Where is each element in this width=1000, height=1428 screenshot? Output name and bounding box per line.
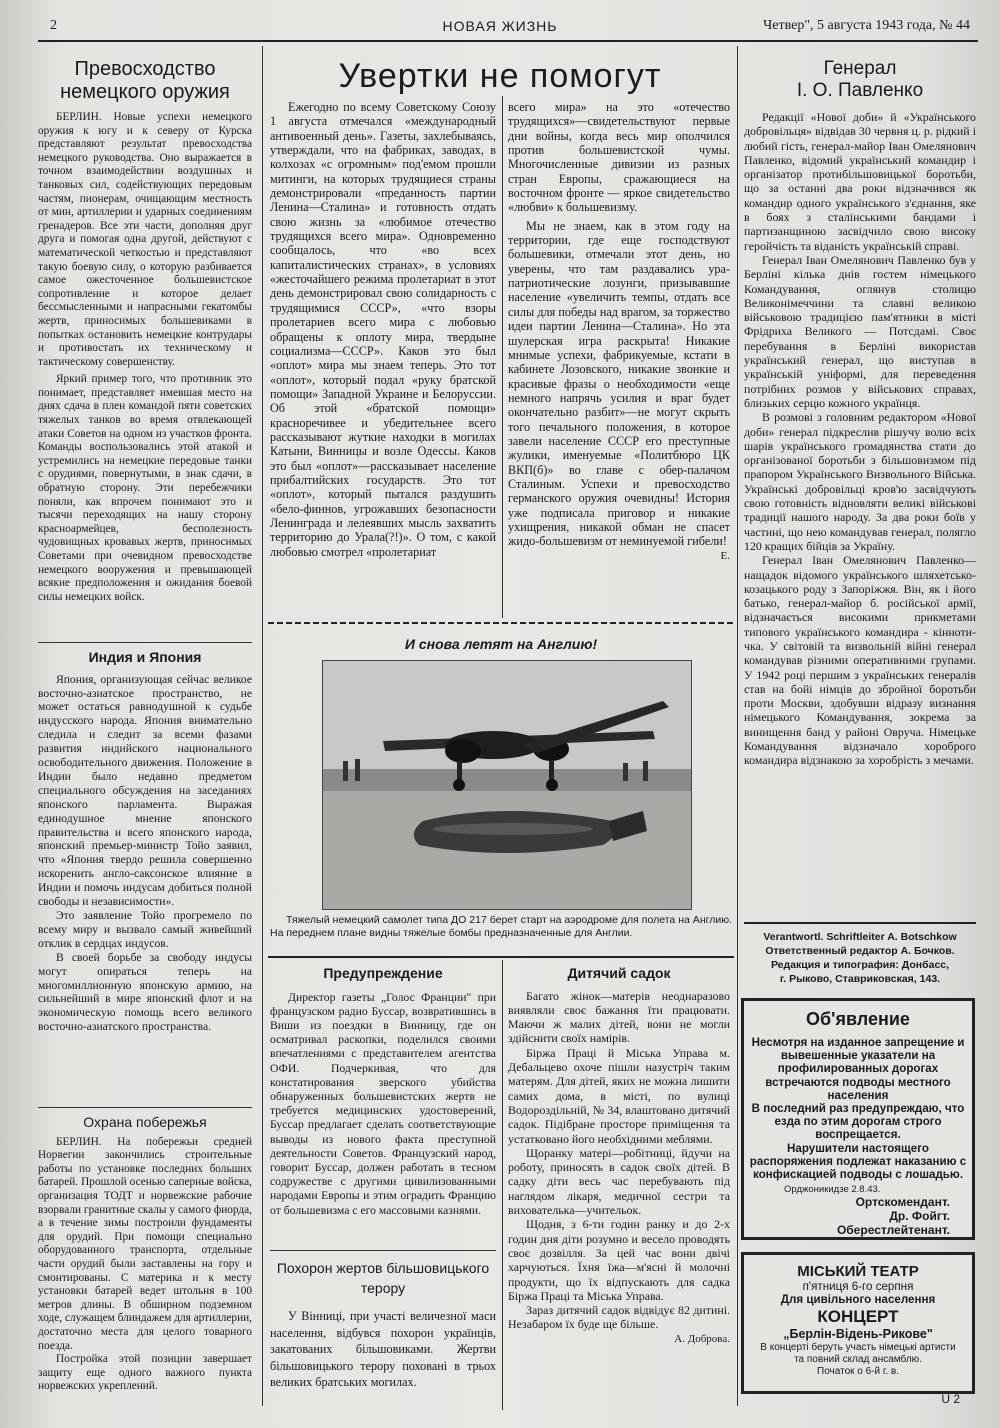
article-title: Охрана побережья: [83, 1114, 207, 1130]
announcement-place-date: Орджоникидзе 2.8.43.: [784, 1184, 881, 1196]
signature-line: Др. Фойгт.: [889, 1209, 950, 1224]
article-title: Индия и Япония: [88, 649, 202, 665]
article-warning: [270, 966, 496, 1218]
paragraph: Редакції «Нової доби» й «Українського добровільця» відвідав 30 червня ц. р. рідкий і любий гість, генерал-майор Іван Омелянович Павленко, відомий український командир і організатор протибільшовицької боротьби, що за останні два роки відзначився як командир одного українського з'єднання, яке в боях з сталінськими бандами і партизанщиною засвідчило свою високу геройчість та віданість українській справі.: [744, 110, 976, 253]
paragraph: Щоранку матері—робітниці, йдучи на роботу, приносять в садок своїх дітей. В садку діти весь час перебувають під наглядом лікаря, медичної сестри та вихователька—учительок.: [508, 1145, 730, 1218]
announcement-signature: [744, 1195, 972, 1237]
rule: [268, 956, 734, 958]
theatre-concert: КОНЦЕРТ: [817, 1307, 899, 1327]
article-excuses-col1: [270, 100, 496, 559]
divider: [38, 1107, 252, 1108]
column-divider: [262, 46, 263, 1406]
photo-title: И снова летят на Англию!: [404, 636, 598, 652]
article-kindergarten: [508, 966, 730, 1346]
rule: [744, 922, 976, 924]
paragraph: Это заявление Тойо прогремело по всему миру и вызвало самый живейший отклик в сердцах индусов.: [38, 909, 252, 950]
article-title-line2: І. О. Павленко: [796, 80, 924, 101]
theatre-box: [741, 1252, 975, 1394]
paragraph: Біржа Праці й Міська Управа м. Дебальцево охоче пішли назустріч таким матерям. Для дітей, яких не можна лишити самих дома, в місті, по вулиці Водороздільній, № 34, влаштовано дитячий садок. Підібране просторе приміщення та устатковано його необхідними меблями.: [508, 1045, 730, 1146]
paragraph: Постройка этой позиции завершает защиту еще одного важного пункта норвежских укреплений.: [38, 1353, 252, 1393]
paragraph: В своей борьбе за свободу индусы могут опираться теперь на многомиллионную японскую армию, на сильнейший в мире японский флот и на экономическую помощь всего великого восточно-азиатского пространства.: [38, 950, 252, 1034]
article-coast-guard: [38, 1115, 252, 1394]
header-rule: [38, 40, 978, 42]
article-title: Предупреждение: [323, 965, 443, 981]
article-title: Превосходство немецкого оружия: [60, 58, 230, 103]
paragraph: Директор газеты „Голос Франции" при французском радио Буссар, возвратившись в Виши из поездки в Винницу, где он осматривал раскопки, поделился своими впечатлениями с представителем агентства ОФИ. Подчеркивая, что для констатирования зверского убийства обнаруженных большевистских жертв не требуется медицинских удостоверений, Буссар предлагает сделать соответствующие выводы из нового факта преступной деятельности Советов. Французский народ, говорит Буссар, должен работать в тесном содружестве с другими цивилизованными народами Европы и этим оградить Францию от большевизма с его массовыми казнями.: [270, 990, 496, 1217]
paragraph: Мы не знаем, как в этом году на территории, где еще господствуют большевики, отмечали этот день, но уверены, что там раздавались ура-патриотические лозунги, призывавшие население «увеличить темпы, отдать все силы для победы над врагом, за торжество идеи партии Ленина—Сталина». Но эта шулерская игра раскрыта! Никакие мнимые успехи, фабрикуемые, кстати в кабинете Лозовского, никакие звонкие и красивые фразы о необходимости «еще немного напрячь усилия и враг будет окончательно разбит»—не могут скрыть того печального положения, в которое завели население СССР его преступные жулики, именуемые «Политбюро ЦК ВКП(б)» во главе с обер-палачом Сталиным. Успехи и превосходство германского оружия очевидны! История уже подписала приговор и никакие ухищрения, никакой обман не спасет жидо-большевизм от неминуемой гибели!: [508, 218, 730, 549]
paragraph: БЕРЛИН. На побережьи средней Норвегии закончились строительные работы по установке последних больших батарей. Прошлой осенью саперные войска, организация ТОДТ и норвежские рабочие взорвали гранитные скалы у самого фиорда, а в течение зимы построили фундаменты для орудий. При помощи специально оборудованного транспорта, отдельные части орудий были заставлены на гору и смонтированы. С материка и к месту установки батарей ведет штольня в 100 метров длины. В обширном подземном ходе, служащем блиндажем для артиллерии, достаточно места для целого товарного поезда.: [38, 1135, 252, 1352]
page-number: 2: [50, 18, 57, 33]
paragraph: В розмові з головним редактором «Нової доби» генерал підкреслив рішучу волю всіх шарів українського громадянства стати до організованої боротьби з більшовизмом під прапором Українського Визвольного Війська. Українські добровільці кров'ю засвідчують свою готовність відновляти великі військові традиції нашого народу. За два роки боїв у частині, що нею командував генерал, полягло 120 кращих бійців за Україну.: [744, 410, 976, 553]
signature: А. Доброва.: [674, 1332, 730, 1345]
photo-caption: Тяжелый немецкий самолет типа ДО 217 берет старт на аэродроме для полета на Англию. На переднем плане видны тяжелые бомбы предназначенные для Англии.: [270, 914, 732, 939]
article-title: Дитячий садок: [567, 965, 671, 981]
issue-date: Четвер", 5 августа 1943 года, № 44: [763, 18, 970, 33]
paragraph: Щодня, з 6-ти годин ранку и до 2-х годин дня діти розумно и весело проводять своє дозвілля. За цей час вони двічі харчуються. Їхня їжа—м'ясні й молочні продукти, що їх відпускають для садка Біржа Праці та Міська Управа.: [508, 1217, 730, 1303]
paragraph: всего мира» на это «отечество трудящихся»—свидетельствуют первые дни войны, когда весь мир ополчился против большевистской чумы. Многочисленные дивизии из разных стран Европы, сражающиеся на восточном фронте — яркое свидетельство «любви» к большевизму.: [508, 100, 730, 215]
paragraph: Япония, организующая сейчас великое восточно-азиатское пространство, не может остаться равнодушной к судьбе индусского народа. Япония внимательно следила и следит за всеми фазами развития индийского национального освободительного движения. Положение в Индии было недавно предметом специального обсуждения на заседаниях японского парламента. Выражая единодушное мнение японского правительства и всего японского народа, японский премьер-министр Тойо заявил, что «Япония твердо решила совершенно искоренить англо-саксонское влияние в Индии и помочь индусам добиться полной свободы и независимости».: [38, 672, 252, 909]
divider: [270, 1250, 496, 1251]
paragraph: Генерал Іван Омелянович Павленко був у Берліні кілька днів гостем німецького Командування, оглянув столицю Великонімеччини та славні великою військовою традицією пам'ятники в місті Фрідриха Великого — Потсдамі. Своє перебування в Берліні використав український генерал, що виступав в українській уніформі, для переведення потрібних розмов у військових справах, близьких серцю кожного українця.: [744, 252, 976, 410]
article-title: Похорон жертов більшовицького терору: [276, 1260, 490, 1296]
theatre-line: „Берлін-Відень-Рикове": [783, 1327, 933, 1342]
article-india-japan: [38, 650, 252, 1034]
imprint-line: Verantwortl. Schriftleiter A. Botschkow: [763, 931, 957, 943]
signature-line: Оберестлейтенант.: [836, 1223, 950, 1238]
theatre-line: Початок о 6-й г. в.: [817, 1365, 899, 1377]
theatre-title: МІСЬКИЙ ТЕАТР: [797, 1263, 919, 1280]
theatre-line: Для цивільного населення: [780, 1293, 936, 1307]
column-divider: [502, 96, 503, 618]
signature-line: Ортскомендант.: [855, 1195, 950, 1210]
column-divider: [737, 46, 738, 1406]
paragraph: Яркий пример того, что противник это понимает, представляет имевшая место на днях сдача в плен командой пяти советских тяжелых танков во время отвлекающей атаки Советов на одном из участков фронта. Команды воспользовались этой атакой и устремились на немецкие передовые танки с орудиями, повернутыми, в знак сдачи, в обратную сторону. Эти перебежчики поняли, как впрочем понимают это и тысячи переходящих на нашу сторону красноармейцев, бесполезность чудовищных кровавых жертв, приносимых Советами при очевидном превосходстве немецкого вооружения и превышающей всякие предположения и ожидания боевой силы немецких войск.: [38, 373, 252, 603]
announcement-box: [741, 998, 975, 1240]
footer-mark: U 2: [941, 1392, 960, 1406]
announcement-text: Несмотря на изданное запрещение и вывешенные указатели на профилированных дорогах встречаются подводы местного населения: [751, 1036, 965, 1102]
article-title-line1: Генерал: [823, 58, 897, 79]
imprint: [744, 930, 976, 986]
paragraph: БЕРЛИН. Новые успехи немецкого оружия к югу и к северу от Курска представляют результат превосходства немецкого руководства. Оно выражается в точном взаимодействии воздушных и танковых сил, содействующих передовым частям, пионерам, очищающим местность от мин, артиллерии и ударных соединениям гренадеров. Все эти части, дополняя друг друга и помогая одна другой, действуют с математической четкостью и представляют такую боевую силу, о которую разбивается самое ожесточенное большевистское сопротивление и которое делает бессмысленными и напрасными гекатомбы жертв, приносимых большевиками в попытках остановить немецкие контрудары и противостать их техническому и тактическому совершенству.: [38, 111, 252, 368]
article-german-weapons: [38, 58, 252, 604]
article-general-pavlenko: [744, 58, 976, 768]
announcement-text: В последний раз предупреждаю, что езда по этим дорогам строго воспрещается.: [751, 1102, 965, 1142]
divider: [38, 642, 252, 643]
article-excuses-col2: [508, 100, 730, 563]
signature: Е.: [720, 549, 730, 562]
paragraph: Багато жінок—матерів неоднаразово виявляли своє бажання їти працювати. Маючи ж малих дітей, вони не могли здійснити своїх намірів.: [508, 988, 730, 1046]
announcement-text: Нарушители настоящего распоряжения подлежат наказанию с конфискацией подводы с лошадью.: [749, 1141, 967, 1182]
imprint-line: г. Рыково, Ставриковская, 143.: [779, 973, 941, 985]
announcement-title: Об'явление: [806, 1009, 910, 1029]
paragraph: Генерал Іван Омелянович Павленко—нащадок відомого українського шляхетсько-козацького роду з Запоріжжя. Він, як і його батько, генерал-майор б. російської армії, відзначається високими прикметами типового українського командира - кіннотичка. У світовій та визвольній війні генерал командував різними оперативними групами. У 1942 році першим з українських генералів став на бойі німців до збройної боротьби проти Москви, здобувши відразу визнання німецького Командування, зокрема за винищення банд у районі Овруча. Німецьке Командування відзначало хороброго командира відзнакою за хоробрість з мечами.: [744, 553, 976, 768]
column-divider: [502, 960, 503, 1410]
theatre-line: п'ятниця 6-го серпня: [802, 1280, 914, 1293]
dashed-rule: [268, 622, 734, 624]
main-headline: Увертки не помогут: [338, 57, 662, 95]
paragraph: Зараз дитячий садок відвідує 82 дитині. Незабаром їх буде ще більше.: [508, 1303, 730, 1332]
paragraph: Ежегодно по всему Советскому Союзу 1 августа отмечался «международный антивоенный день». Газеты, захлебываясь, утверждали, что на фабриках, заводах, в колхозах «с огромным» под'емом прошли митинги, на которых трудящиеся страны демонстрировали «преданность партии Ленина—Сталина» и готовность отдать свою жизнь за «любимое отечество трудящихся всего мира». Одновременно сообщалось, что «во всех капиталистических странах», в условиях «жесточайшего режима пролетариат в этот день демонстрировал свою солидарность с трудящимися СССР», «что взоры пролетариев всего мира с любовью обращены к оплоту мира, твердыне социализма—СССР». Каков это был «оплот» мира мы знаем теперь. Это тот «оплот», который подал «руку братской помощи» Западной Украине и Белоруссии. Об этой «братской помощи» красноречивее и убедительнее всего рассказывают жуткие находки в могилах Катыни, Винницы и возле Одессы. Каков это был «оплот»—рассказывает население прибалтийских государств. Это тот «оплот», который пытался раздушить «бело-финнов, угрожавших безопасности Ленинграда и лелеявших мысль захватить территорию до Урала(?!)». О том, с какой любовью смотрел «пролетариат: [270, 100, 496, 559]
imprint-line: Редакция и типография: Донбасс,: [770, 959, 950, 971]
airplane-illustration: [323, 661, 691, 909]
article-funeral: [270, 1258, 496, 1391]
imprint-line: Ответственный редактор А. Бочков.: [765, 945, 955, 957]
airplane-photo: [322, 660, 692, 910]
newspaper-name: НОВАЯ ЖИЗНЬ: [442, 18, 558, 34]
paragraph: У Вінниці, при участі величезної маси населення, відбувся похорон українців, закатованих більшовиками. Жертви більшовицького терору поховані в трьох великих братських могилах.: [270, 1309, 496, 1389]
theatre-line: В концерті беруть участь німецькі артисти та повний склад ансамблю.: [760, 1341, 956, 1365]
